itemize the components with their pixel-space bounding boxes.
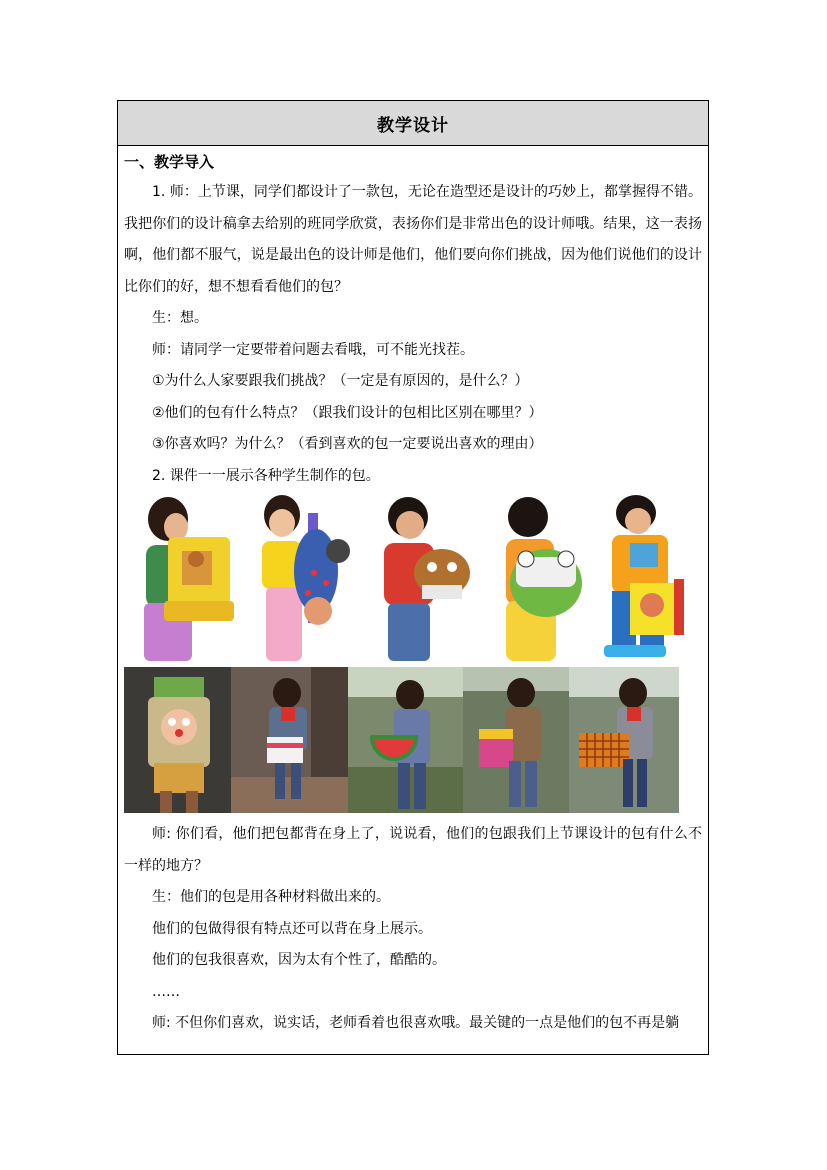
girl-colorful-bag-photo: [463, 667, 569, 813]
paragraph: 他们的包我很喜欢，因为太有个性了，酷酷的。: [152, 952, 446, 968]
kid-cartoon-tote-photo: [586, 493, 698, 663]
table-body: [118, 147, 708, 1040]
paragraph: 师: 不但你们喜欢，说实话，老师看着也很喜欢哦。最关键的一点是他们的包不再是躺: [152, 1015, 680, 1031]
paragraph: 他们的包做得很有特点还可以背在身上展示。: [152, 920, 432, 937]
boy-watermelon-bag-photo: [348, 667, 463, 813]
paragraph: 师：请同学一定要带着问题去看哦，可不能光找茬。: [152, 341, 474, 358]
kid-bear-bag-photo: [370, 493, 482, 663]
kid-monkey-bag-photo: [246, 493, 358, 663]
paragraph: 生：他们的包是用各种材料做出来的。: [152, 889, 390, 905]
section-title: 一、教学导入: [124, 153, 215, 171]
kid-yellow-backpack-photo: [124, 493, 236, 663]
paragraph: ①为什么人家要跟我们挑战？（一定是有原因的，是什么？）: [152, 373, 529, 389]
table-title: 教学设计: [377, 115, 449, 136]
paragraph: 生：想。: [152, 310, 208, 326]
student-bag-cutouts: [118, 493, 708, 663]
kid-frog-bag-photo: [488, 493, 600, 663]
girl-checkered-bag-photo: [569, 667, 679, 813]
clown-bag-photo: [124, 667, 231, 813]
paragraph: ③你喜欢吗？为什么？（看到喜欢的包一定要说出喜欢的理由）: [152, 436, 543, 452]
paragraph: 师: 你们看，他们把包都背在身上了，说说看，他们的包跟我们上节课设计的包有什么不一样的地方？: [124, 826, 702, 874]
lesson-design-table: [117, 100, 709, 1055]
paragraph: 2. 课件一一展示各种学生制作的包。: [152, 467, 380, 484]
paragraph: ②他们的包有什么特点？（跟我们设计的包相比区别在哪里？）: [152, 404, 543, 421]
paragraph: 1. 师：上节课，同学们都设计了一款包，无论在造型还是设计的巧妙上，都掌握得不错。我把你们的设计稿拿去给别的班同学欣赏，表扬你们是非常出色的设计师哦。结果，这一表扬啊，他们都不服气，说是最出色的设计师是他们，他们要向你们挑战，因为他们说他们的设计比你们的好，想不想看看他们的包？: [124, 184, 702, 295]
girl-striped-bag-photo: [231, 667, 348, 813]
student-bag-photos: [118, 667, 708, 813]
table-header: [118, 101, 708, 146]
paragraph: ……: [152, 983, 180, 1000]
